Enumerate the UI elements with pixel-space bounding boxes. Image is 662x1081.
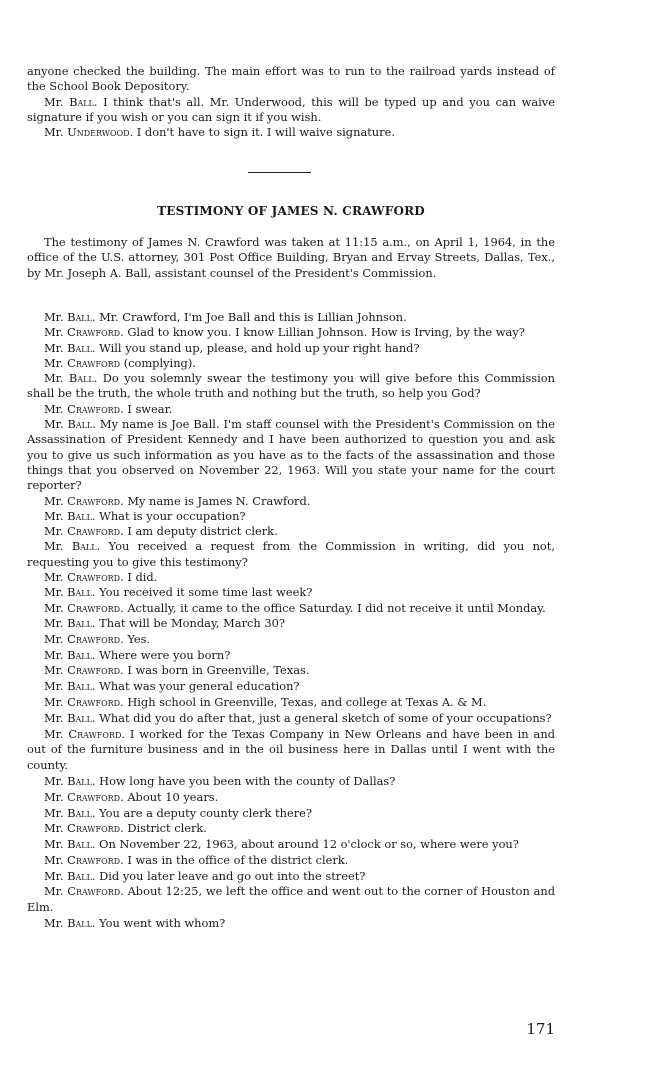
speaker-paragraph — [27, 64, 555, 95]
speaker-paragraph — [27, 417, 555, 493]
speaker-paragraph — [27, 632, 555, 648]
speaker-name: Crawford. — [67, 694, 124, 709]
paragraph-text: What was your general education? — [95, 679, 300, 694]
speaker-paragraph — [27, 356, 555, 371]
speaker-paragraph — [27, 570, 555, 585]
speaker-prefix: Mr. — [44, 726, 69, 741]
paragraph-text: I was born in Greenville, Texas. — [123, 663, 310, 678]
speaker-prefix: Mr. — [44, 916, 68, 931]
speaker-paragraph — [27, 853, 555, 869]
speaker-prefix: Mr. — [44, 355, 68, 370]
speaker-prefix: Mr. — [44, 310, 68, 324]
speaker-name: Underwood. — [67, 125, 134, 140]
speaker-prefix: Mr. — [44, 508, 68, 523]
speaker-name: Ball. — [67, 868, 96, 883]
paragraph-text: Glad to know you. I know Lillian Johnson. How is Irving, by the way? — [123, 325, 525, 340]
paragraph-text: I worked for the Texas Company in New Orleans and have been in and out of the furniture business and in the oil business here in Dallas until I went with the county. — [27, 726, 555, 773]
speaker-name: Crawford. — [67, 493, 124, 508]
speaker-name: Ball. — [67, 837, 96, 852]
speaker-name: Crawford — [67, 355, 121, 370]
speaker-paragraph — [27, 711, 555, 727]
speaker-prefix: Mr. — [44, 340, 68, 355]
speaker-name: Ball. — [67, 508, 96, 523]
paragraph-text: About 10 years. — [123, 789, 219, 804]
speaker-paragraph — [27, 916, 555, 932]
paragraph-text: On November 22, 1963, about around 12 o'clock or so, where were you? — [95, 837, 519, 852]
speaker-name: Crawford. — [67, 524, 124, 539]
speaker-name: Ball. — [67, 615, 96, 630]
speaker-paragraph — [27, 341, 555, 356]
speaker-prefix: Mr. — [44, 852, 68, 867]
speaker-prefix: Mr. — [44, 805, 68, 820]
paragraph-text: I swear. — [123, 401, 173, 416]
paragraph-text: I was in the office of the district clerk. — [123, 852, 349, 867]
speaker-paragraph — [27, 837, 555, 853]
paragraph-text: You received a request from the Commission in writing, did you not, requesting you to give this testimony? — [27, 539, 555, 569]
speaker-name: Crawford. — [67, 600, 124, 615]
speaker-name: Crawford. — [67, 325, 124, 340]
speaker-name: Crawford. — [67, 884, 124, 899]
speaker-paragraph — [27, 869, 555, 885]
continued-text — [27, 64, 555, 140]
paragraph-text: How long have you been with the county of Dallas? — [95, 773, 396, 788]
speaker-paragraph — [27, 494, 555, 509]
speaker-paragraph — [27, 585, 555, 600]
paragraph-text: Do you solemnly swear the testimony you will give before this Commission shall be the truth, the whole truth and nothing but the truth, so help you God? — [27, 371, 555, 401]
paragraph-text: I think that's all. Mr. Underwood, this will be typed up and you can waive signature if you wish or you can sign it if you wish. — [27, 94, 555, 124]
speaker-paragraph — [27, 539, 555, 570]
speaker-paragraph — [27, 524, 555, 539]
speaker-prefix: Mr. — [44, 679, 68, 694]
speaker-prefix: Mr. — [44, 615, 68, 630]
speaker-prefix: Mr. — [44, 837, 68, 852]
speaker-paragraph — [27, 601, 555, 616]
paragraph-text: Will you stand up, please, and hold up your right hand? — [95, 340, 420, 355]
paragraph-text: You received it some time last week? — [95, 585, 313, 600]
paragraph-text: Where were you born? — [95, 647, 231, 662]
speaker-prefix: Mr. — [44, 868, 68, 883]
speaker-paragraph — [27, 663, 555, 679]
speaker-prefix: Mr. — [44, 94, 70, 109]
speaker-paragraph — [27, 695, 555, 711]
speaker-name: Crawford. — [67, 852, 124, 867]
intro-block — [27, 235, 555, 281]
speaker-prefix: Mr. — [44, 631, 68, 646]
section-divider — [248, 172, 311, 173]
speaker-paragraph — [27, 727, 555, 774]
speaker-name: Crawford. — [67, 789, 124, 804]
paragraph-text: You are a deputy county clerk there? — [95, 805, 313, 820]
speaker-paragraph — [27, 679, 555, 695]
speaker-prefix: Mr. — [44, 570, 68, 585]
speaker-prefix: Mr. — [44, 821, 68, 836]
paragraph-text: (complying). — [120, 355, 196, 370]
paragraph-text: Actually, it came to the office Saturday. I did not receive it until Monday. — [123, 600, 546, 615]
speaker-name: Ball. — [67, 585, 96, 600]
speaker-prefix: Mr. — [44, 524, 68, 539]
paragraph-text: That will be Monday, March 30? — [95, 615, 285, 630]
speaker-paragraph — [27, 821, 555, 837]
speaker-prefix: Mr. — [44, 585, 68, 600]
speaker-prefix: Mr. — [44, 539, 72, 554]
speaker-paragraph — [27, 325, 555, 340]
speaker-paragraph — [27, 774, 555, 790]
speaker-paragraph — [27, 509, 555, 524]
speaker-name: Ball. — [67, 773, 96, 788]
paragraph-text: About 12:25, we left the office and went out to the corner of Houston and Elm. — [27, 884, 555, 915]
speaker-name: Ball. — [67, 417, 96, 432]
intro-paragraph: The testimony of James N. Crawford was taken at 11:15 a.m., on April 1, 1964, in the office of the U.S. attorney, 301 Post Office Building, Bryan and Ervay Streets, Dallas, Tex., by Mr. Joseph A. Ball, assistant counsel of the President's Commission. — [27, 235, 555, 280]
speaker-prefix: Mr. — [44, 647, 68, 662]
speaker-name: Crawford. — [67, 663, 124, 678]
paragraph-text: What did you do after that, just a general sketch of some of your occupations? — [95, 710, 552, 725]
paragraph-text: I did. — [123, 570, 158, 585]
speaker-name: Crawford. — [67, 570, 124, 585]
speaker-name: Crawford. — [67, 821, 124, 836]
speaker-paragraph — [27, 95, 555, 126]
paragraph-text: You went with whom? — [95, 916, 226, 931]
speaker-prefix: Mr. — [44, 493, 68, 508]
speaker-name: Ball. — [67, 710, 96, 725]
section-heading: TESTIMONY OF JAMES N. CRAWFORD — [157, 204, 425, 218]
paragraph-text: District clerk. — [123, 821, 207, 836]
paragraph-text: I don't have to sign it. I will waive signature. — [133, 125, 395, 140]
speaker-name: Ball. — [67, 805, 96, 820]
paragraph-text: Mr. Crawford, I'm Joe Ball and this is Lillian Johnson. — [95, 310, 407, 324]
paragraph-text: I am deputy district clerk. — [123, 524, 278, 539]
speaker-prefix: Mr. — [44, 789, 68, 804]
speaker-paragraph — [27, 616, 555, 632]
speaker-paragraph — [27, 125, 555, 140]
paragraph-text: High school in Greenville, Texas, and college at Texas A. & M. — [123, 694, 487, 709]
speaker-name: Ball. — [69, 94, 98, 109]
speaker-paragraph — [27, 371, 555, 402]
speaker-name: Ball. — [71, 539, 101, 554]
speaker-paragraph — [27, 806, 555, 822]
page-number: 171 — [526, 1020, 555, 1038]
speaker-prefix: Mr. — [44, 600, 68, 615]
speaker-name: Ball. — [68, 371, 98, 386]
speaker-prefix: Mr. — [44, 325, 68, 340]
speaker-name: Ball. — [67, 679, 96, 694]
speaker-prefix: Mr. — [44, 401, 68, 416]
speaker-paragraph — [27, 884, 555, 916]
speaker-prefix: Mr. — [44, 125, 68, 140]
speaker-prefix: Mr. — [44, 884, 68, 899]
paragraph-text: Did you later leave and go out into the street? — [95, 868, 366, 883]
speaker-prefix: Mr. — [44, 663, 68, 678]
speaker-name: Crawford. — [67, 631, 124, 646]
testimony-dialogue — [27, 310, 555, 932]
speaker-name: Ball. — [67, 340, 96, 355]
paragraph-text: Yes. — [123, 631, 151, 646]
speaker-prefix: Mr. — [44, 371, 69, 386]
speaker-prefix: Mr. — [44, 417, 68, 432]
speaker-name: Ball. — [67, 310, 96, 324]
speaker-name: Ball. — [67, 647, 96, 662]
speaker-prefix: Mr. — [44, 694, 68, 709]
speaker-paragraph — [27, 402, 555, 417]
paragraph-text: My name is James N. Crawford. — [123, 493, 311, 508]
speaker-name: Ball. — [67, 916, 96, 931]
speaker-name: Crawford. — [67, 401, 124, 416]
paragraph-text: anyone checked the building. The main effort was to run to the railroad yards instead of the School Book Depository. — [27, 64, 555, 94]
speaker-name: Crawford. — [68, 726, 125, 741]
speaker-paragraph — [27, 310, 555, 325]
speaker-paragraph — [27, 648, 555, 664]
paragraph-text: My name is Joe Ball. I'm staff counsel with the President's Commission on the Assassination of President Kennedy and I have been authorized to question you and ask you to give us such information as you have as to the facts of the assassination and those things that you observed on November 22, 1963. Will you state your name for the court reporter? — [27, 417, 555, 493]
speaker-prefix: Mr. — [44, 710, 68, 725]
speaker-paragraph — [27, 790, 555, 806]
paragraph-text: What is your occupation? — [95, 508, 246, 523]
speaker-prefix: Mr. — [44, 773, 68, 788]
